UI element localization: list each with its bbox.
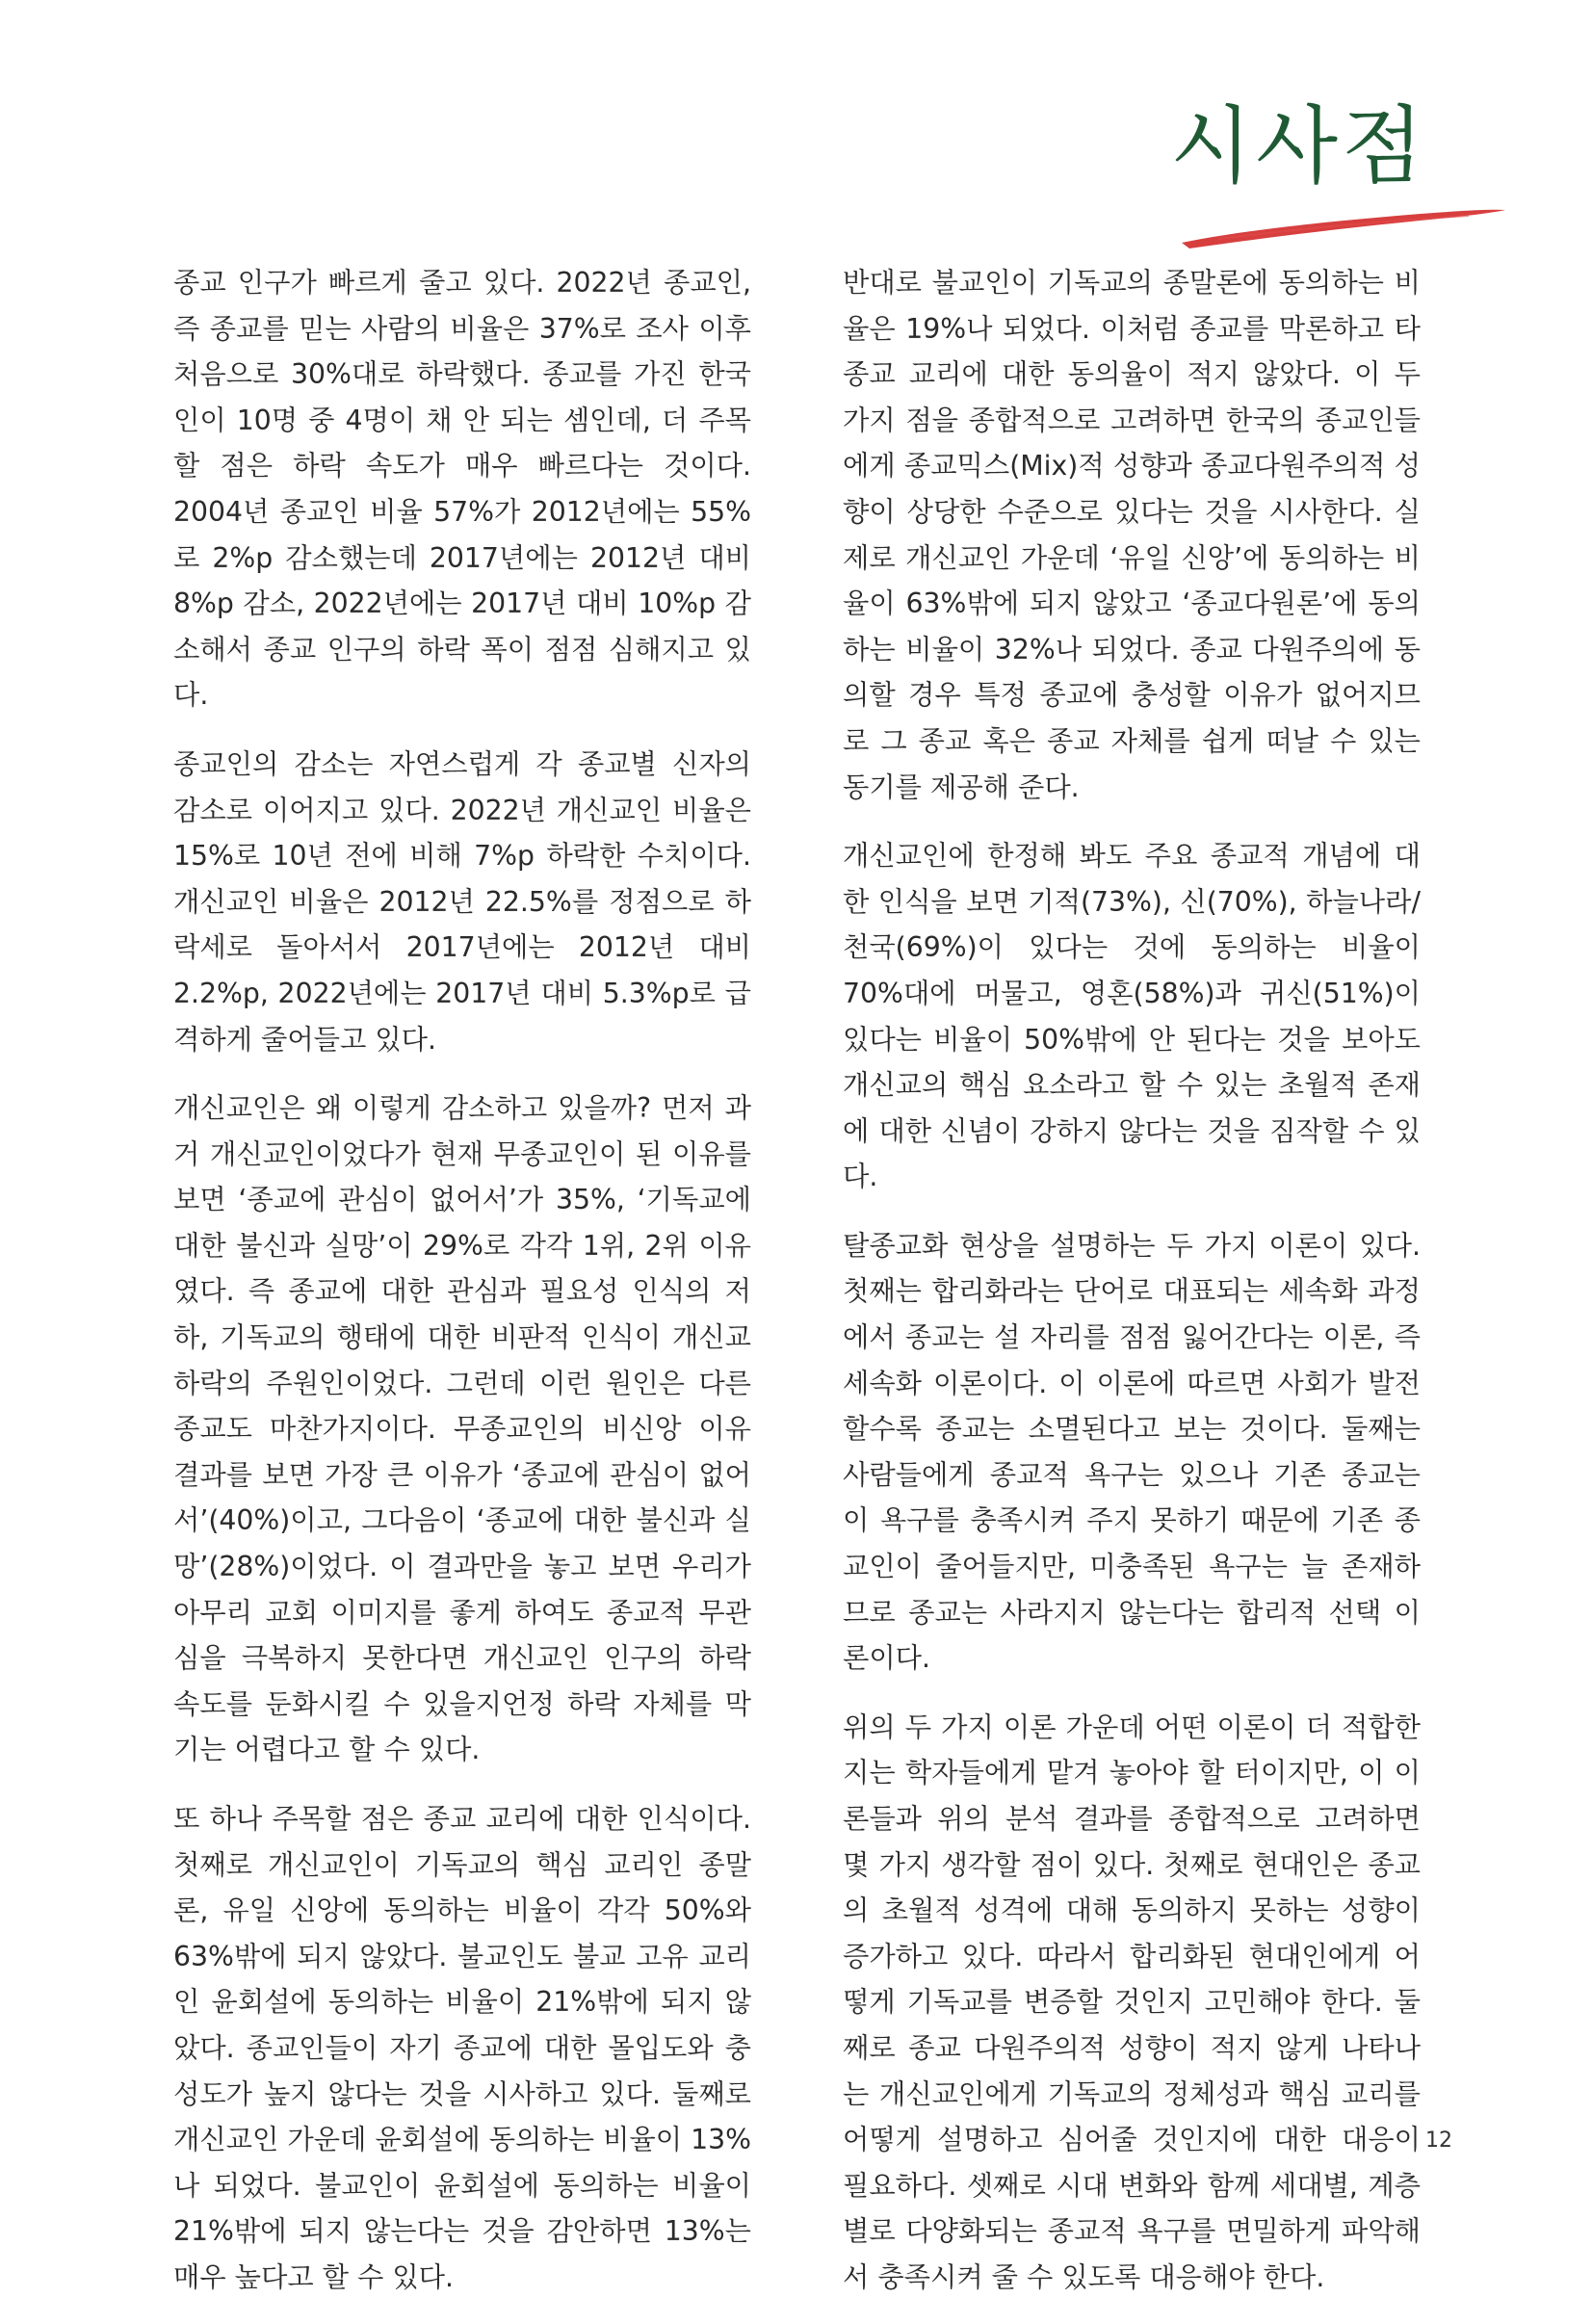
left-column <box>173 260 751 2324</box>
page-number: 12 <box>1425 2128 1452 2153</box>
paragraph: 또 하나 주목할 점은 종교 교리에 대한 인식이다. 첫째로 개신교인이 기독교의 핵심 교리인 종말론, 유일 신앙에 동의하는 비율이 각각 50%와 63%밖에 되지 않았다. 불교인도 불교 고유 교리인 윤회설에 동의하는 비율이 21%밖에 되지 않았다. 종교인들이 자기 종교에 대한 몰입도와 충성도가 높지 않다는 것을 시사하고 있다. 둘째로 개신교인 가운데 윤회설에 동의하는 비율이 13%나 되었다. 불교인이 윤회설에 동의하는 비율이 21%밖에 되지 않는다는 것을 감안하면 13%는 매우 높다고 할 수 있다. <box>173 1803 751 2293</box>
paragraph: 반대로 불교인이 기독교의 종말론에 동의하는 비율은 19%나 되었다. 이처럼 종교를 막론하고 타 종교 교리에 대한 동의율이 적지 않았다. 이 두 가지 점을 종합적으로 고려하면 한국의 종교인들에게 종교믹스(Mix)적 성향과 종교다원주의적 성향이 상당한 수준으로 있다는 것을 시사한다. 실제로 개신교인 가운데 ‘유일 신앙’에 동의하는 비율이 63%밖에 되지 않았고 ‘종교다원론’에 동의하는 비율이 32%나 되었다. 종교 다원주의에 동의할 경우 특정 종교에 충성할 이유가 없어지므로 그 종교 혹은 종교 자체를 쉽게 떠날 수 있는 동기를 제공해 준다. <box>843 267 1421 803</box>
paragraph: 종교인의 감소는 자연스럽게 각 종교별 신자의 감소로 이어지고 있다. 2022년 개신교인 비율은 15%로 10년 전에 비해 7%p 하락한 수치이다. 개신교인 비율은 2012년 22.5%를 정점으로 하락세로 돌아서서 2017년에는 2012년 대비 2.2%p, 2022년에는 2017년 대비 5.3%p로 급격하게 줄어들고 있다. <box>173 747 751 1056</box>
paragraph: 개신교인은 왜 이렇게 감소하고 있을까? 먼저 과거 개신교인이었다가 현재 무종교인이 된 이유를 보면 ‘종교에 관심이 없어서’가 35%, ‘기독교에 대한 불신과 실망’이 29%로 각각 1위, 2위 이유였다. 즉 종교에 대한 관심과 필요성 인식의 저하, 기독교의 행태에 대한 비판적 인식이 개신교 하락의 주원인이었다. 그런데 이런 원인은 다른 종교도 마찬가지이다. 무종교인의 비신앙 이유 결과를 보면 가장 큰 이유가 ‘종교에 관심이 없어서’(40%)이고, 그다음이 ‘종교에 대한 불신과 실망’(28%)이었다. 이 결과만을 놓고 보면 우리가 아무리 교회 이미지를 좋게 하여도 종교적 무관심을 극복하지 못한다면 개신교인 인구의 하락 속도를 둔화시킬 수 있을지언정 하락 자체를 막기는 어렵다고 할 수 있다. <box>173 1092 751 1766</box>
page-title: 시사점 <box>1170 96 1428 196</box>
paragraph: 탈종교화 현상을 설명하는 두 가지 이론이 있다. 첫째는 합리화라는 단어로 대표되는 세속화 과정에서 종교는 설 자리를 점점 잃어간다는 이론, 즉 세속화 이론이다. 이 이론에 따르면 사회가 발전할수록 종교는 소멸된다고 보는 것이다. 둘째는 사람들에게 종교적 욕구는 있으나 기존 종교는 이 욕구를 충족시켜 주지 못하기 때문에 기존 종교인이 줄어들지만, 미충족된 욕구는 늘 존재하므로 종교는 사라지지 않는다는 합리적 선택 이론이다. <box>843 1229 1421 1675</box>
right-column <box>843 260 1421 2324</box>
paragraph: 위의 두 가지 이론 가운데 어떤 이론이 더 적합한지는 학자들에게 맡겨 놓아야 할 터이지만, 이 이론들과 위의 분석 결과를 종합적으로 고려하면 몇 가지 생각할 점이 있다. 첫째로 현대인은 종교의 초월적 성격에 대해 동의하지 못하는 성향이 증가하고 있다. 따라서 합리화된 현대인에게 어떻게 기독교를 변증할 것인지 고민해야 한다. 둘째로 종교 다원주의적 성향이 적지 않게 나타나는 개신교인에게 기독교의 정체성과 핵심 교리를 어떻게 설명하고 심어줄 것인지에 대한 대응이 필요하다. 셋째로 시대 변화와 함께 세대별, 계층별로 다양화되는 종교적 욕구를 면밀하게 파악해서 충족시켜 줄 수 있도록 대응해야 한다. <box>843 1710 1421 2293</box>
paragraph: 종교 인구가 빠르게 줄고 있다. 2022년 종교인, 즉 종교를 믿는 사람의 비율은 37%로 조사 이후 처음으로 30%대로 하락했다. 종교를 가진 한국인이 10명 중 4명이 채 안 되는 셈인데, 더 주목할 점은 하락 속도가 매우 빠르다는 것이다. 2004년 종교인 비율 57%가 2012년에는 55%로 2%p 감소했는데 2017년에는 2012년 대비 8%p 감소, 2022년에는 2017년 대비 10%p 감소해서 종교 인구의 하락 폭이 점점 심해지고 있다. <box>173 267 751 712</box>
paragraph: 개신교인에 한정해 봐도 주요 종교적 개념에 대한 인식을 보면 기적(73%), 신(70%), 하늘나라/천국(69%)이 있다는 것에 동의하는 비율이 70%대에 머물고, 영혼(58%)과 귀신(51%)이 있다는 비율이 50%밖에 안 된다는 것을 보아도 개신교의 핵심 요소라고 할 수 있는 초월적 존재에 대한 신념이 강하지 않다는 것을 짐작할 수 있다. <box>843 840 1421 1193</box>
red-brush-stroke <box>1180 193 1507 250</box>
